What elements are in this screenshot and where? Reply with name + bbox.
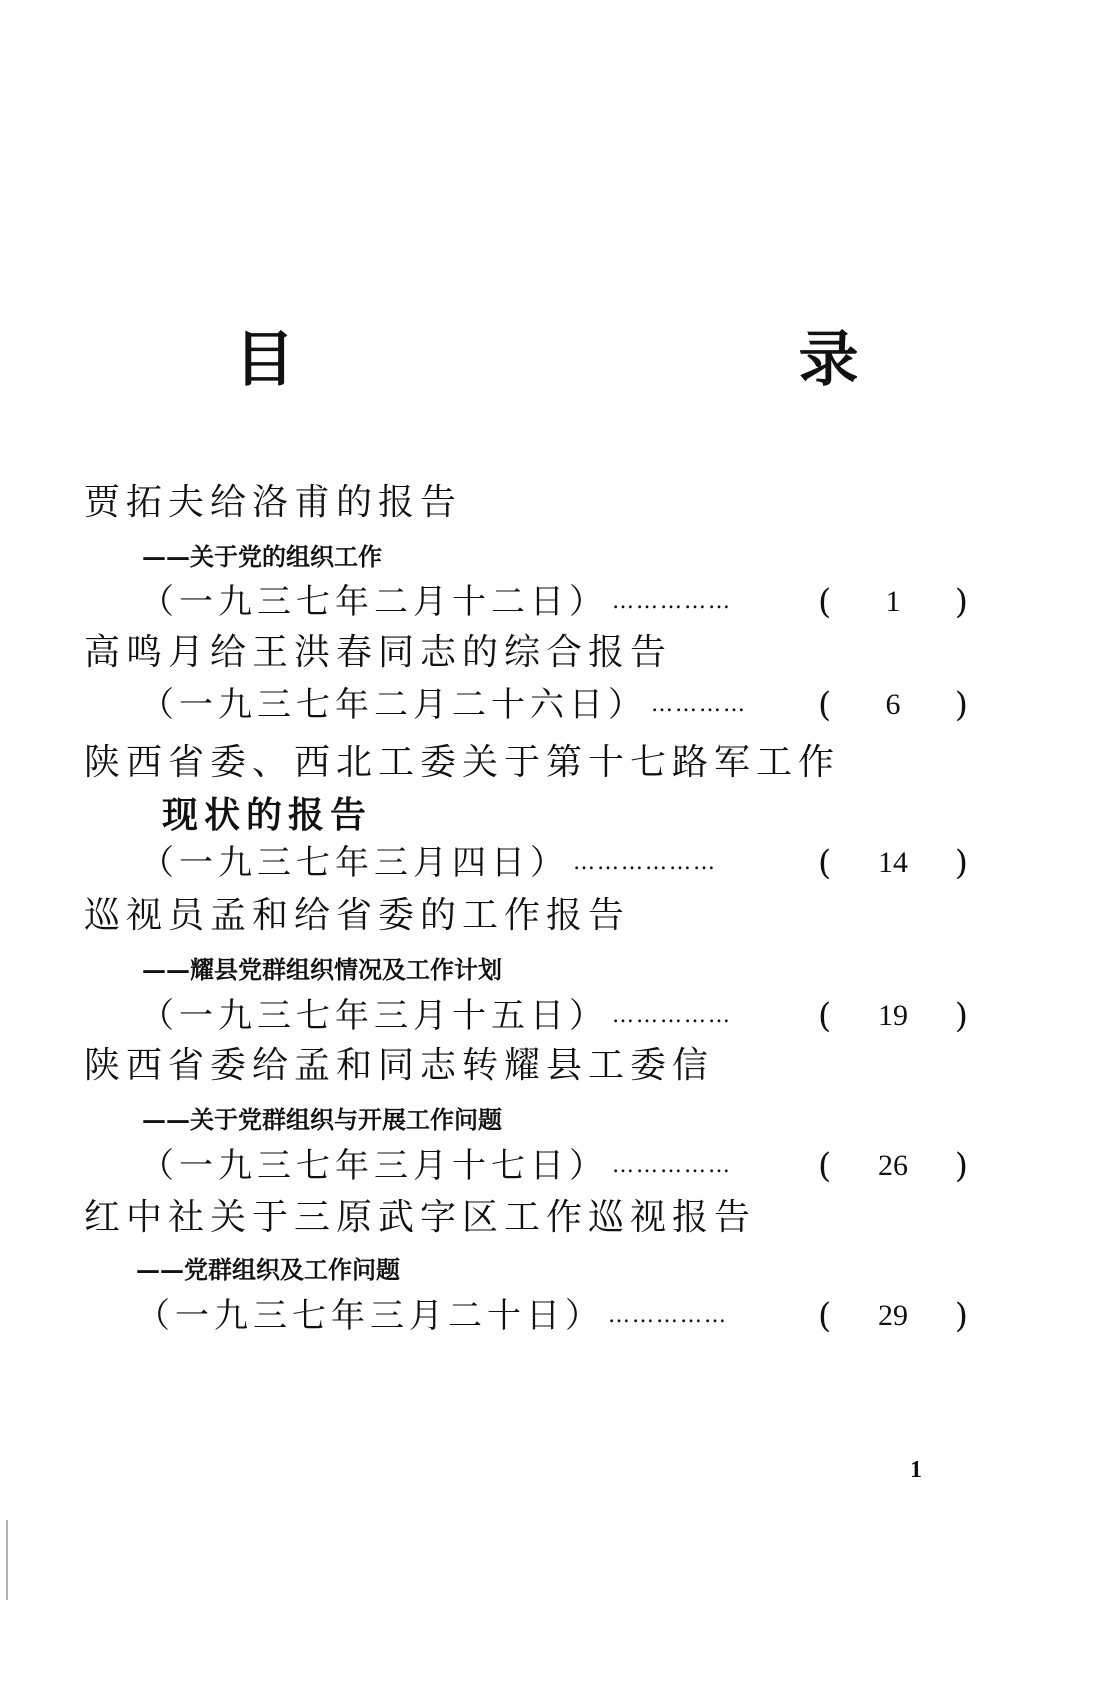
entry-page-number: 1 (885, 585, 901, 618)
entry-date: （一九三七年三月十五日） (140, 996, 608, 1036)
entry-subtitle: ——耀县党群组织情况及工作计划 (142, 955, 502, 984)
page-number: 1 (910, 1457, 922, 1483)
entry-page-ref (818, 582, 968, 622)
entry-page-number: 29 (878, 1299, 908, 1332)
entry-page-ref (818, 1296, 968, 1336)
entry-page-number: 19 (878, 999, 908, 1032)
dot-leader: ………… (651, 694, 747, 716)
toc-heading: 目 录 (234, 325, 987, 395)
open-paren: ( (818, 843, 832, 883)
entry-date: （一九三七年三月四日） (140, 843, 569, 883)
close-paren: ) (954, 1296, 968, 1336)
entry-page-ref (818, 843, 968, 883)
open-paren: ( (818, 685, 832, 725)
open-paren: ( (818, 582, 832, 622)
entry-title: 陕西省委、西北工委关于第十七路军工作 (84, 742, 841, 783)
entry-page-ref (818, 996, 968, 1036)
entry-subtitle: ——关于党的组织工作 (142, 542, 382, 571)
entry-title-continued: 现状的报告 (162, 794, 373, 836)
entry-date-line (136, 1296, 936, 1336)
close-paren: ) (954, 996, 968, 1036)
entry-title: 红中社关于三原武字区工作巡视报告 (84, 1197, 757, 1238)
entry-date: （一九三七年三月十七日） (140, 1146, 608, 1186)
entry-subtitle: ——党群组织及工作问题 (136, 1255, 400, 1284)
entry-page-ref (818, 685, 968, 725)
entry-date: （一九三七年三月二十日） (136, 1296, 604, 1336)
entry-date: （一九三七年二月二十六日） (140, 685, 647, 725)
dot-leader: …………… (612, 1005, 732, 1027)
close-paren: ) (954, 582, 968, 622)
entry-date: （一九三七年二月十二日） (140, 582, 608, 622)
open-paren: ( (818, 1296, 832, 1336)
entry-page-number: 6 (885, 688, 901, 721)
entry-page-number: 14 (878, 846, 908, 879)
entry-title: 巡视员孟和给省委的工作报告 (84, 895, 631, 936)
entry-subtitle: ——关于党群组织与开展工作问题 (142, 1105, 502, 1134)
dot-leader: …………… (612, 591, 732, 613)
close-paren: ) (954, 1146, 968, 1186)
dot-leader: ……………… (573, 852, 717, 874)
close-paren: ) (954, 685, 968, 725)
entry-page-number: 26 (878, 1149, 908, 1182)
close-paren: ) (954, 843, 968, 883)
entry-title: 高鸣月给王洪春同志的综合报告 (84, 632, 673, 673)
open-paren: ( (818, 996, 832, 1036)
entry-title: 贾拓夫给洛甫的报告 (84, 482, 463, 523)
scan-edge-mark (6, 1520, 8, 1600)
dot-leader: …………… (612, 1155, 732, 1177)
entry-page-ref (818, 1146, 968, 1186)
open-paren: ( (818, 1146, 832, 1186)
dot-leader: …………… (608, 1305, 728, 1327)
entry-title: 陕西省委给孟和同志转耀县工委信 (84, 1045, 715, 1086)
